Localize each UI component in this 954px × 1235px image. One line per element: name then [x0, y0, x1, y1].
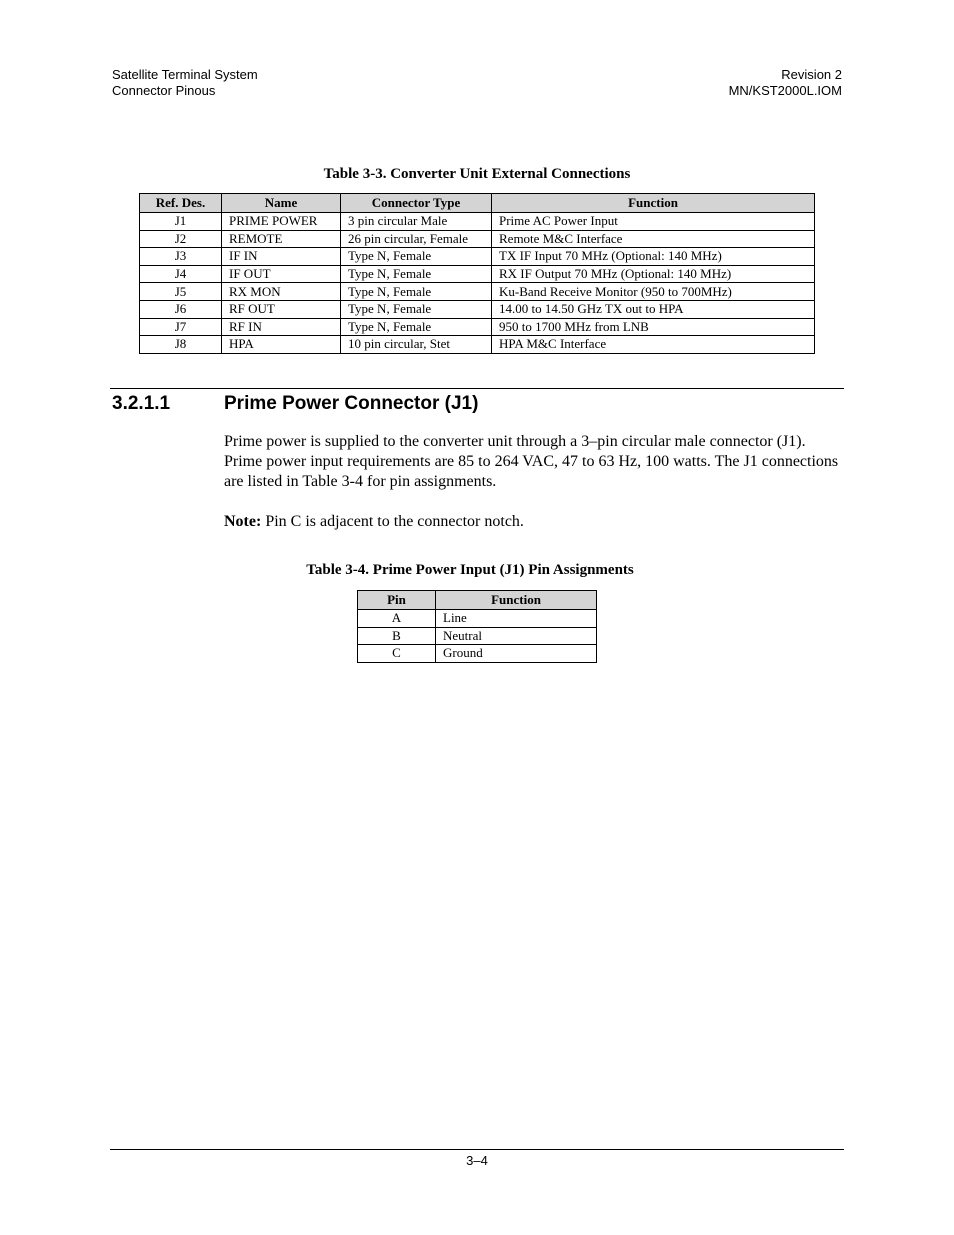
name-cell: IF OUT	[222, 265, 341, 283]
table-row	[140, 336, 815, 354]
connector-type-cell: 26 pin circular, Female	[341, 230, 492, 248]
connector-type-cell: 10 pin circular, Stet	[341, 336, 492, 354]
function-cell: HPA M&C Interface	[492, 336, 815, 354]
section-title: Prime Power Connector (J1)	[224, 393, 479, 414]
table-header-row	[358, 591, 597, 610]
table-row	[140, 300, 815, 318]
connector-type-cell: 3 pin circular Male	[341, 213, 492, 231]
function-cell: Prime AC Power Input	[492, 213, 815, 231]
connector-type-cell: Type N, Female	[341, 318, 492, 336]
pin-assignments-table	[357, 590, 597, 663]
pin-cell: B	[358, 627, 436, 645]
name-cell: HPA	[222, 336, 341, 354]
function-cell: 950 to 1700 MHz from LNB	[492, 318, 815, 336]
name-cell: REMOTE	[222, 230, 341, 248]
connector-type-cell: Type N, Female	[341, 283, 492, 301]
pin-cell: C	[358, 645, 436, 663]
table-row	[140, 213, 815, 231]
name-cell: PRIME POWER	[222, 213, 341, 231]
note-text: Pin C is adjacent to the connector notch.	[261, 513, 524, 530]
function-cell: Ku-Band Receive Monitor (950 to 700MHz)	[492, 283, 815, 301]
name-cell: RF OUT	[222, 300, 341, 318]
ref-des-cell: J5	[140, 283, 222, 301]
header-doc-id: MN/KST2000L.IOM	[728, 83, 842, 98]
note-paragraph	[224, 512, 844, 532]
table2-caption: Table 3-4. Prime Power Input (J1) Pin Assignments	[306, 562, 634, 578]
section-heading	[112, 392, 478, 416]
table-row	[358, 627, 597, 645]
name-cell: RF IN	[222, 318, 341, 336]
pin-cell: A	[358, 610, 436, 628]
table-header-row	[140, 194, 815, 213]
header-section-title: Connector Pinous	[112, 83, 216, 98]
ref-des-cell: J6	[140, 300, 222, 318]
function-cell: Line	[436, 610, 597, 628]
section-divider	[110, 388, 844, 389]
section-paragraph: Prime power is supplied to the converter unit through a 3–pin circular male connector (J1). Prime power input requirements are 85 to 264 VAC, 47 to 63 Hz, 100 watts. The J1 connections are listed in Table 3-4 for pin assignments.	[224, 433, 839, 490]
table-row	[140, 318, 815, 336]
page-number: 3–4	[466, 1153, 488, 1168]
header-revision: Revision 2	[781, 67, 842, 82]
connector-type-cell: Type N, Female	[341, 300, 492, 318]
table-row	[140, 283, 815, 301]
column-header-name: Name	[222, 194, 341, 213]
table-row	[358, 610, 597, 628]
function-cell: Ground	[436, 645, 597, 663]
table-row	[140, 248, 815, 266]
name-cell: IF IN	[222, 248, 341, 266]
ref-des-cell: J7	[140, 318, 222, 336]
header-left	[112, 67, 258, 99]
table1-caption: Table 3-3. Converter Unit External Connections	[323, 166, 631, 182]
note-label: Note:	[224, 513, 262, 530]
footer-divider	[110, 1149, 844, 1150]
ref-des-cell: J4	[140, 265, 222, 283]
converter-connections-table	[139, 193, 815, 354]
name-cell: RX MON	[222, 283, 341, 301]
function-cell: RX IF Output 70 MHz (Optional: 140 MHz)	[492, 265, 815, 283]
ref-des-cell: J1	[140, 213, 222, 231]
function-cell: Neutral	[436, 627, 597, 645]
header-system-title: Satellite Terminal System	[112, 67, 258, 82]
column-header-function: Function	[492, 194, 815, 213]
ref-des-cell: J3	[140, 248, 222, 266]
connector-type-cell: Type N, Female	[341, 265, 492, 283]
table-row	[140, 265, 815, 283]
table-row	[358, 645, 597, 663]
function-cell: Remote M&C Interface	[492, 230, 815, 248]
table-row	[140, 230, 815, 248]
column-header-pin: Pin	[358, 591, 436, 610]
column-header-connector-type: Connector Type	[341, 194, 492, 213]
header-right	[729, 67, 842, 99]
section-number: 3.2.1.1	[112, 393, 171, 414]
connector-type-cell: Type N, Female	[341, 248, 492, 266]
column-header-ref-des: Ref. Des.	[140, 194, 222, 213]
function-cell: 14.00 to 14.50 GHz TX out to HPA	[492, 300, 815, 318]
ref-des-cell: J2	[140, 230, 222, 248]
function-cell: TX IF Input 70 MHz (Optional: 140 MHz)	[492, 248, 815, 266]
ref-des-cell: J8	[140, 336, 222, 354]
column-header-function: Function	[436, 591, 597, 610]
